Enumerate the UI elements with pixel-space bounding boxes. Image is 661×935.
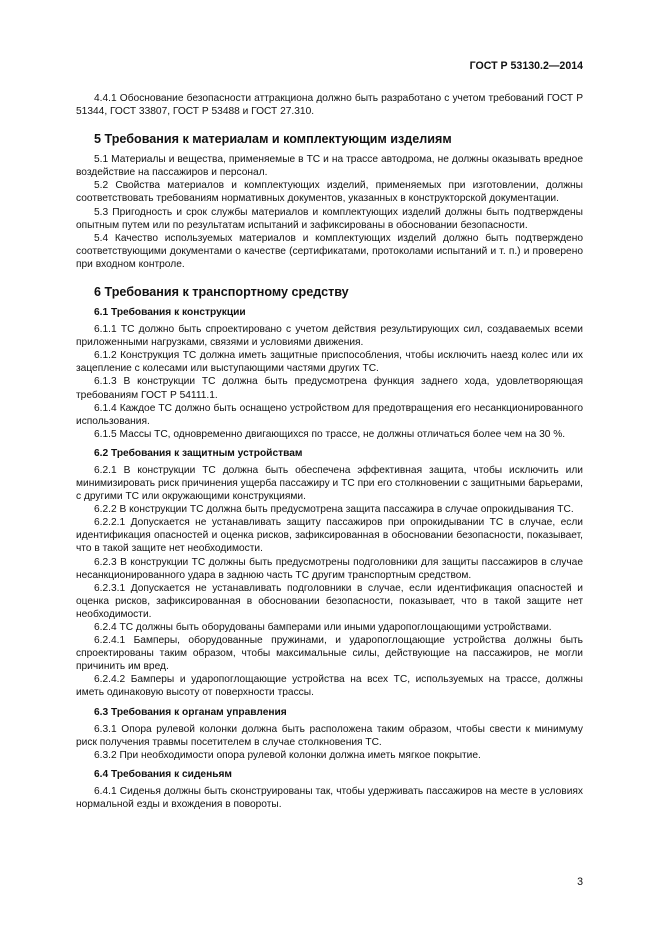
clause-5-3: 5.3 Пригодность и срок службы материалов и комплектующих изделий должны быть подтверждены опытным путем или по результатам испытаний и зафиксированы в обосновании безопасности. bbox=[76, 206, 583, 231]
clause-6-4-1: 6.4.1 Сиденья должны быть сконструированы так, чтобы удерживать пассажиров на месте в условиях нормальной езды и вхождения в повороты. bbox=[76, 785, 583, 810]
page-number: 3 bbox=[577, 876, 583, 888]
document-body bbox=[76, 92, 583, 811]
clause-6-1-2: 6.1.2 Конструкция ТС должна иметь защитные приспособления, чтобы исключить наезд колес или их зацепление с колесами или выступающими частями других ТС. bbox=[76, 350, 583, 375]
subsection-6-2-title: 6.2 Требования к защитным устройствам bbox=[94, 447, 303, 459]
clause-6-2-4: 6.2.4 ТС должны быть оборудованы бамперами или иными ударопоглощающими устройствами. bbox=[94, 622, 552, 633]
clause-6-1-4: 6.1.4 Каждое ТС должно быть оснащено устройством для предотвращения его несанкционированного использования. bbox=[76, 402, 583, 427]
clause-5-4: 5.4 Качество используемых материалов и комплектующих изделий должно быть подтверждено соответствующими документами о качестве (сертификатами, протоколами испытаний и т. п.) и проверено при входном контроле. bbox=[76, 232, 583, 270]
clause-6-3-2: 6.3.2 При необходимости опора рулевой колонки должна иметь мягкое покрытие. bbox=[94, 749, 481, 761]
clause-6-1-1: 6.1.1 ТС должно быть спроектировано с учетом действия результирующих сил, создаваемых всеми приложенными нагрузками, связями и условиями движения. bbox=[76, 324, 583, 349]
document-number-header: ГОСТ Р 53130.2—2014 bbox=[469, 60, 583, 72]
clause-6-1-5: 6.1.5 Массы ТС, одновременно двигающихся по трассе, не должны отличаться более чем на 30 %. bbox=[94, 428, 566, 440]
section-6-title: 6 Требования к транспортному средству bbox=[94, 285, 349, 300]
section-5-title: 5 Требования к материалам и комплектующим изделиям bbox=[94, 132, 452, 147]
clause-6-1-3: 6.1.3 В конструкции ТС должна быть предусмотрена функция заднего хода, удовлетворяющая требованиям ГОСТ Р 54111.1. bbox=[76, 376, 583, 401]
clause-6-2-3-1: 6.2.3.1 Допускается не устанавливать подголовники в случае, если идентификация опасностей и оценка рисков, зафиксированная в обосновании безопасности, показывает, что в такой защите нет необходимости. bbox=[76, 582, 583, 620]
subsection-6-1-title: 6.1 Требования к конструкции bbox=[94, 307, 246, 319]
clause-4-4-1: 4.4.1 Обоснование безопасности аттракциона должно быть разработано с учетом требований ГОСТ Р 51344, ГОСТ 33807, ГОСТ Р 53488 и ГОСТ 27.310. bbox=[76, 93, 583, 118]
subsection-6-4-title: 6.4 Требования к сиденьям bbox=[94, 768, 232, 780]
clause-6-2-3: 6.2.3 В конструкции ТС должны быть предусмотрены подголовники для защиты пассажиров в случае несанкционированного удара в заднюю часть ТС другим транспортным средством. bbox=[76, 556, 583, 581]
clause-6-2-1: 6.2.1 В конструкции ТС должна быть обеспечена эффективная защита, чтобы исключить или минимизировать риск причинения ущерба пассажиру и ТС при его столкновении с защитными барьерами, с другими ТС или окружающими конструкциями. bbox=[76, 464, 583, 503]
clause-6-2-2: 6.2.2 В конструкции ТС должна быть предусмотрена защита пассажира в случае опрокидывания ТС. bbox=[94, 504, 574, 516]
clause-6-2-4-1: 6.2.4.1 Бамперы, оборудованные пружинами, и ударопоглощающие устройства должны быть спроектированы таким образом, чтобы максимальные силы, действующие на пассажиров, не могли причинить им вред. bbox=[76, 635, 583, 673]
clause-6-2-4-2: 6.2.4.2 Бамперы и ударопоглощающие устройства на всех ТС, используемых на трассе, должны иметь одинаковую высоту от поверхности трассы. bbox=[76, 674, 583, 699]
clause-6-2-2-1: 6.2.2.1 Допускается не устанавливать защиту пассажиров при опрокидывании ТС в случае, если идентификация опасностей и оценка рисков, зафиксированная в обосновании безопасности, показывает, что в такой защите нет необходимости. bbox=[76, 517, 583, 555]
subsection-6-3-title: 6.3 Требования к органам управления bbox=[94, 706, 287, 718]
clause-6-3-1: 6.3.1 Опора рулевой колонки должна быть расположена таким образом, чтобы свести к минимуму риск получения травмы посетителем в случае столкновения ТС. bbox=[76, 723, 583, 748]
clause-5-2: 5.2 Свойства материалов и комплектующих изделий, применяемых при изготовлении, должны соответствовать требованиям нормативных документов, указанных в конструкторской документации. bbox=[76, 180, 583, 205]
clause-5-1: 5.1 Материалы и вещества, применяемые в ТС и на трассе автодрома, не должны оказывать вредное воздействие на пассажиров и персонал. bbox=[76, 154, 583, 179]
